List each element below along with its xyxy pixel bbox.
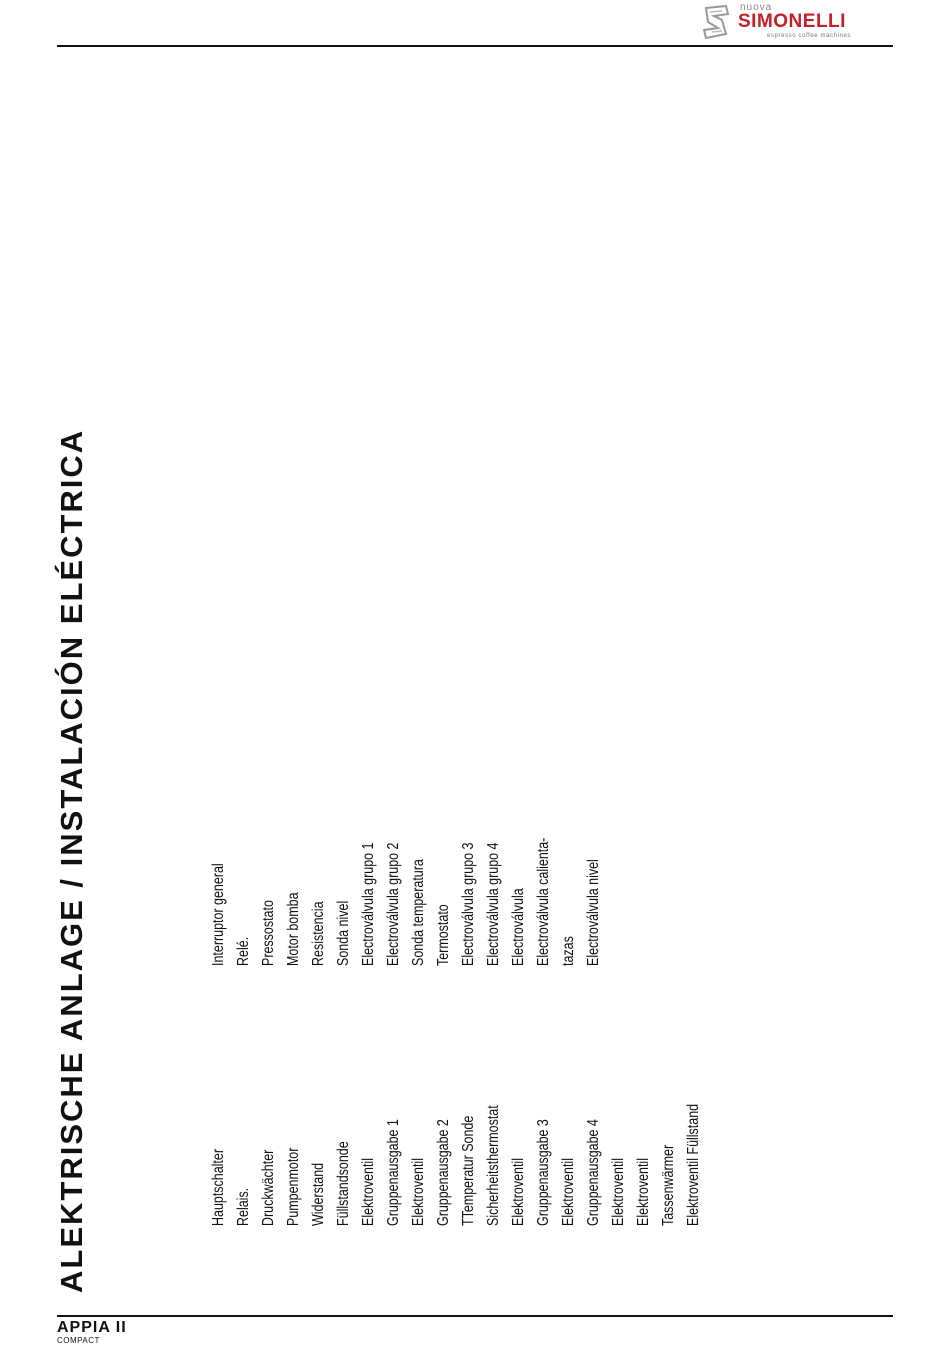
legend-item: Elektroventil <box>610 1158 627 1226</box>
legend-item: Electroválvula grupo 4 <box>485 842 502 966</box>
legend-item: Resistencia <box>310 901 327 966</box>
legend-item: Widerstand <box>310 1162 327 1226</box>
legend-item: Tassenwärmer <box>660 1144 677 1226</box>
legend-item: Motor bomba <box>285 892 302 966</box>
legend-item: Gruppenausgabe 1 <box>385 1119 402 1226</box>
legend-item: Gruppenausgabe 4 <box>585 1119 602 1226</box>
legend-item: Relais. <box>235 1187 252 1226</box>
brand-small-text: nuova <box>740 2 773 13</box>
legend-item: Electroválvula nivel <box>585 859 602 966</box>
brand-name: SIMONELLI <box>738 11 846 32</box>
brand-mark-icon <box>700 4 734 40</box>
brand-logo <box>700 2 900 42</box>
legend-spanish <box>206 801 606 966</box>
legend-item: Elektroventil <box>360 1158 377 1226</box>
legend-item: Electroválvula grupo 3 <box>460 842 477 966</box>
legend-item: Termostato <box>435 904 452 966</box>
legend-item: Electroválvula <box>510 888 527 966</box>
legend-item: Füllstandsonde <box>335 1141 352 1226</box>
legend-item: Interruptor general <box>210 863 227 966</box>
legend-item: TTemperatur Sonde <box>460 1115 477 1226</box>
legend-german <box>206 1069 706 1226</box>
legend-item: Sicherheitsthermostat <box>485 1105 502 1226</box>
legend-item: Relé. <box>235 936 252 966</box>
legend-item: Elektroventil Füllstand <box>685 1103 702 1226</box>
legend-item: Elektroventil <box>635 1158 652 1226</box>
legend-item: Elektroventil <box>560 1158 577 1226</box>
brand-tagline: espresso coffee machines <box>767 33 851 39</box>
legend-item: Druckwächter <box>260 1149 277 1226</box>
page-title: ALEKTRISCHE ANLAGE / INSTALACIÓN ELÉCTRICA <box>54 428 89 1293</box>
legend-item: tazas <box>560 936 577 966</box>
legend-item: Electroválvula calienta- <box>535 837 552 966</box>
footer-rule <box>57 1315 893 1317</box>
legend-item: Pressostato <box>260 900 277 966</box>
legend-item: Electroválvula grupo 1 <box>360 842 377 966</box>
legend-item: Elektroventil <box>510 1158 527 1226</box>
legend-item: Hauptschalter <box>210 1148 227 1226</box>
legend-item: Elektroventil <box>410 1158 427 1226</box>
page-title-wrap <box>52 429 92 1293</box>
legend-item: Sonda nivel <box>335 900 352 966</box>
legend-item: Pumpenmotor <box>285 1147 302 1226</box>
legend-item: Gruppenausgabe 3 <box>535 1119 552 1226</box>
model-name: APPIA II <box>57 1319 127 1336</box>
header-rule <box>57 45 893 47</box>
model-subtitle: COMPACT <box>57 1336 100 1345</box>
legend-item: Gruppenausgabe 2 <box>435 1119 452 1226</box>
model-logo <box>57 1320 127 1346</box>
legend-item: Electroválvula grupo 2 <box>385 842 402 966</box>
legend-item: Sonda temperatura <box>410 859 427 966</box>
